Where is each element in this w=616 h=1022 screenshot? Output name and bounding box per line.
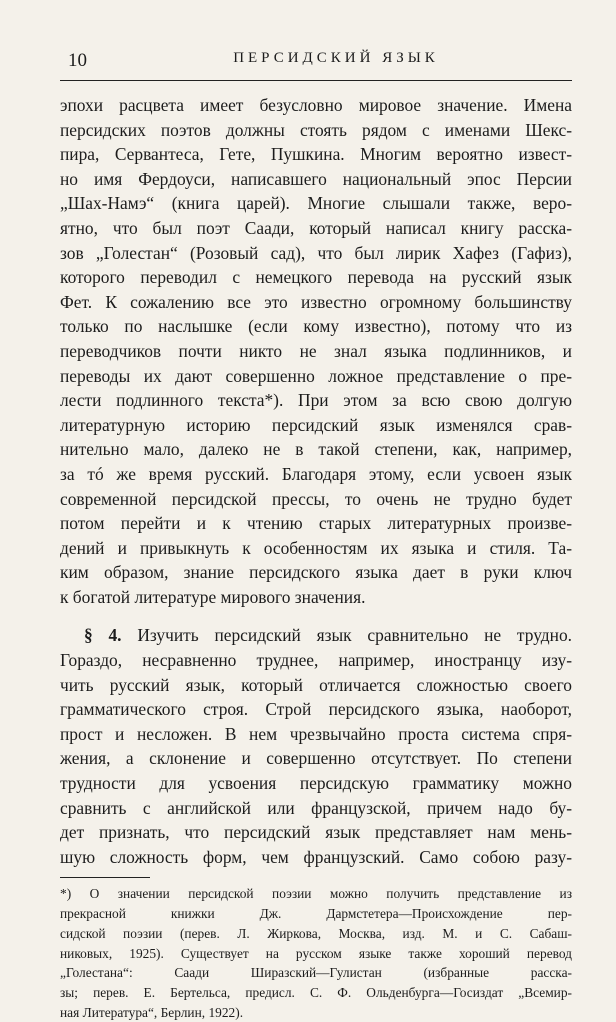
text-line: ятно, что был поэт Саади, который написал книгу расска-: [60, 217, 572, 238]
text-line: дет признать, что персидский язык представляет нам мень-: [60, 822, 572, 843]
text-line: сравнить с английской или французской, причем надо бу-: [60, 797, 572, 818]
footnote-rule: [60, 877, 150, 878]
section-4-first-line-text: Изучить персидский язык сравнительно не трудно.: [121, 625, 572, 646]
text-line: зов „Голестан“ (Розовый сад), что был лирик Хафез (Гафиз),: [60, 242, 572, 263]
footnote-line: зы; перев. Е. Бертельса, предисл. С. Ф. Ольденбурга—Госиздат „Всемир-: [60, 984, 572, 1000]
page-header: [60, 46, 572, 80]
footnote-line: прекрасной книжки Дж. Дармстетера—Происхождение пер-: [60, 906, 572, 922]
page-number: 10: [68, 50, 87, 71]
footnote-line: сидской поэзии (перев. Л. Жиркова, Москва, изд. М. и С. Сабаш-: [60, 925, 572, 941]
text-line: эпохи расцвета имеет безусловно мировое значение. Имена: [60, 95, 572, 115]
text-line: которого переводил с немецкого перевода на русский язык: [60, 267, 572, 288]
text-line: грамматического строя. Строй персидского языка, наоборот,: [60, 699, 572, 720]
running-title: ПЕРСИДСКИЙ ЯЗЫК: [233, 50, 439, 66]
text-line: переводы их дают совершенно ложное представление о пре-: [60, 365, 572, 386]
footnote-line: ная Литература“, Берлин, 1922).: [60, 1004, 244, 1020]
footnote: [60, 884, 572, 1022]
book-page: [60, 46, 572, 1022]
text-line: потом перейти и к чтению старых литературных произве-: [60, 513, 572, 534]
text-line: к богатой литературе мирового значения.: [60, 586, 366, 607]
footnote-line: *) О значении персидской поэзии можно получить представление из: [60, 886, 572, 902]
text-line: „Шах-Намэ“ (книга царей). Многие слышали также, веро-: [60, 193, 572, 214]
paragraph-gap: [60, 609, 572, 623]
header-rule: [60, 80, 572, 81]
section-mark: § 4.: [84, 625, 122, 646]
paragraph-section-4: [60, 623, 572, 869]
text-line: литературную историю персидский язык изменялся срав-: [60, 414, 572, 435]
text-line: чить русский язык, который отличается сложностью своего: [60, 674, 572, 695]
text-line: за тó же время русский. Благодаря этому, если усвоен язык: [60, 463, 572, 484]
section-4-first-line: [60, 623, 572, 648]
footnote-line: „Голестана“: Саади Ширазский—Гулистан (избранные расска-: [60, 965, 572, 981]
text-line: шую сложность форм, чем французский. Само собою разу-: [60, 846, 572, 867]
text-line: переводчиков почти никто не знал языка подлинников, и: [60, 340, 572, 361]
paragraph-1: [60, 93, 572, 609]
text-line: нительно мало, далеко не в такой степени, как, например,: [60, 439, 572, 460]
text-line: жения, а склонение и совершенно отсутствует. По степени: [60, 748, 572, 769]
main-text: [60, 93, 572, 869]
text-line: современной персидской прессы, то очень не трудно будет: [60, 488, 572, 509]
text-line: трудности для усвоения персидскую грамматику можно: [60, 773, 572, 794]
text-line: персидских поэтов должны стоять рядом с именами Шекс-: [60, 119, 572, 140]
text-line: ким образом, знание персидского языка дает в руки ключ: [60, 562, 572, 583]
text-line: пира, Сервантеса, Гете, Пушкина. Многим вероятно извест-: [60, 144, 572, 165]
text-line: прост и несложен. В нем чрезвычайно проста система спря-: [60, 723, 572, 744]
text-line: лести подлинного текста*). При этом за всю свою долгую: [60, 390, 572, 411]
text-line: но имя Фердоуси, написавшего национальный эпос Персии: [60, 168, 572, 189]
text-line: только по наслышке (если кому известно), потому что из: [60, 316, 572, 337]
text-line: дений и привыкнуть к особенностям их языка и стиля. Та-: [60, 537, 572, 558]
text-line: Фет. К сожалению все это известно огромному большинству: [60, 291, 572, 312]
text-line: Гораздо, несравненно труднее, например, иностранцу изу-: [60, 650, 572, 671]
footnote-line: никовых, 1925). Существует на русском языке также хороший перевод: [60, 945, 572, 961]
